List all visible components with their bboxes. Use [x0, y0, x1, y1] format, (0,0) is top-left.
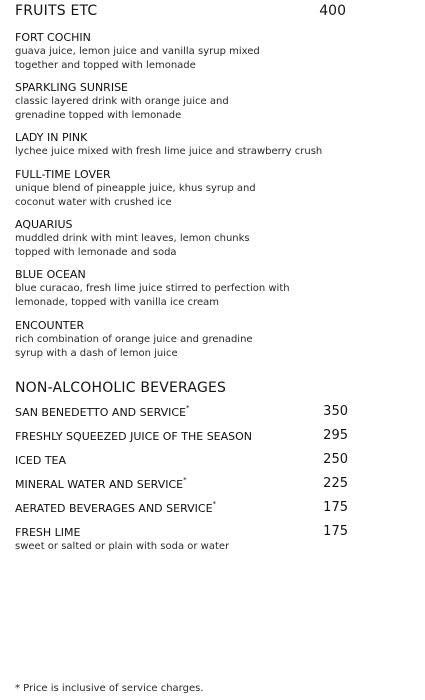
footnote: * Price is inclusive of service charges.	[15, 683, 204, 694]
asterisk-mark: *	[183, 476, 187, 484]
drink-name: ENCOUNTER	[15, 319, 85, 332]
drink-name: AQUARIUS	[15, 218, 73, 231]
drink-description: lemonade, topped with vanilla ice cream	[15, 296, 219, 308]
section-title-non-alcoholic: NON-ALCOHOLIC BEVERAGES	[15, 380, 227, 396]
drink-name: BLUE OCEAN	[15, 268, 86, 281]
drink-description: guava juice, lemon juice and vanilla syrup mixed	[15, 46, 260, 57]
beverage-row	[15, 452, 348, 468]
beverage-price: 350	[323, 404, 348, 419]
beverage-name: FRESHLY SQUEEZED JUICE OF THE SEASON	[15, 430, 253, 443]
section-price-fruits: 400	[319, 3, 346, 19]
beverage-price: 175	[323, 500, 348, 515]
beverage-description: sweet or salted or plain with soda or water	[15, 541, 230, 552]
asterisk-mark: *	[186, 404, 190, 412]
drink-description: coconut water with crushed ice	[15, 196, 172, 208]
drink-description: rich combination of orange juice and grenadine	[15, 334, 253, 345]
beverage-name: SAN BENEDETTO AND SERVICE*	[15, 404, 190, 419]
drink-description: lychee juice mixed with fresh lime juice and strawberry crush	[15, 146, 323, 157]
beverage-name: ICED TEA	[15, 454, 67, 467]
drink-name: FULL-TIME LOVER	[15, 168, 111, 181]
drink-item	[15, 81, 345, 122]
beverage-price: 175	[323, 524, 348, 539]
drink-description: blue curacao, fresh lime juice stirred to perfection with	[15, 283, 290, 294]
drink-name: LADY IN PINK	[15, 131, 88, 144]
beverage-price: 250	[323, 452, 348, 467]
section-title-fruits: FRUITS ETC	[15, 3, 98, 19]
drink-item	[15, 168, 345, 209]
drink-item	[15, 319, 345, 360]
beverage-row	[15, 476, 348, 492]
drink-item	[15, 131, 345, 159]
drink-description: classic layered drink with orange juice and	[15, 96, 229, 107]
drink-description: syrup with a dash of lemon juice	[15, 347, 178, 359]
drink-description: muddled drink with mint leaves, lemon chunks	[15, 233, 250, 244]
beverage-name: AERATED BEVERAGES AND SERVICE*	[15, 500, 217, 515]
beverage-price: 295	[323, 428, 348, 443]
drink-description: grenadine topped with lemonade	[15, 109, 182, 121]
drink-item	[15, 31, 345, 72]
beverage-row	[15, 404, 348, 420]
beverage-name: MINERAL WATER AND SERVICE*	[15, 476, 187, 491]
beverage-row	[15, 428, 348, 444]
beverage-name: FRESH LIME	[15, 526, 81, 539]
beverage-price: 225	[323, 476, 348, 491]
drink-description: unique blend of pineapple juice, khus syrup and	[15, 183, 256, 194]
drink-item	[15, 268, 345, 309]
drink-name: SPARKLING SUNRISE	[15, 81, 128, 94]
drink-description: together and topped with lemonade	[15, 59, 196, 71]
drink-name: FORT COCHIN	[15, 31, 91, 44]
beverage-row	[15, 500, 348, 516]
beverage-row	[15, 524, 348, 540]
asterisk-mark: *	[212, 500, 217, 508]
drink-item	[15, 218, 345, 259]
drink-description: topped with lemonade and soda	[15, 246, 177, 258]
